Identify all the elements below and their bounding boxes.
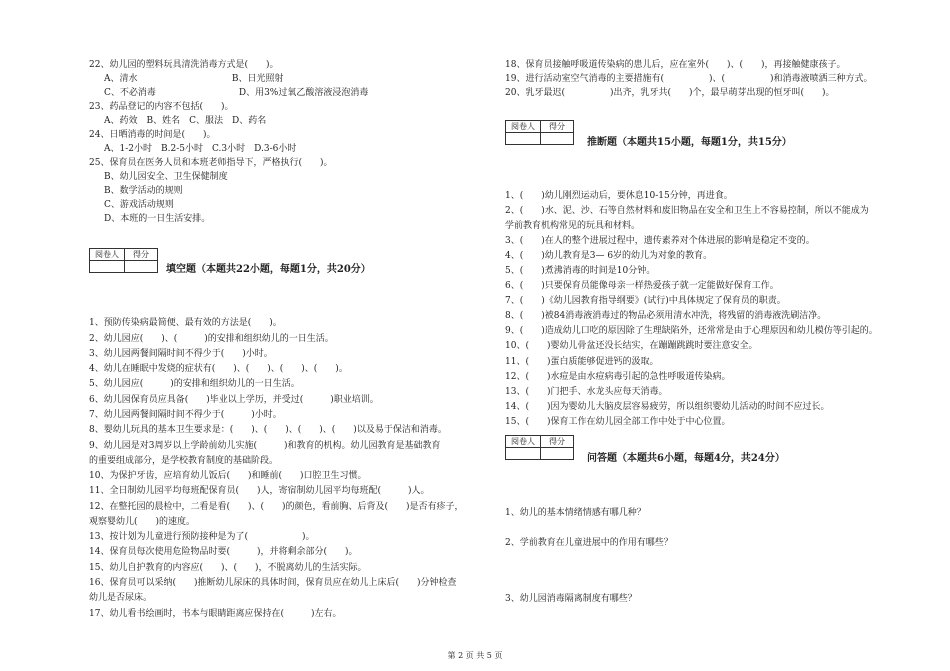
question-line: 4、( )幼儿教育是3— 6岁的幼儿为对象的教育。 [505, 251, 713, 261]
question-line: 1、( )幼儿刚烈运动后，要休息10-15分钟，再进食。 [505, 191, 733, 201]
question-line: 1、幼儿的基本情绪情感有哪几种？ [505, 508, 646, 518]
grader-header: 阅卷人 [506, 436, 541, 448]
score-header: 得分 [541, 436, 574, 448]
question-line: 11、( )蛋白质能够促进钙的汲取。 [505, 357, 659, 367]
question-line: A、1-2小时 B.2-5小时 C.3小时 D.3-6小时 [104, 144, 297, 154]
question-line: 8、( )被84消毒液消毒过的物品必须用清水冲洗，将残留的消毒液洗刷洁净。 [505, 311, 827, 321]
question-line: 18、保育员接触呼吸道传染病的患儿后，应在室外( )、( )，再接触健康孩子。 [505, 60, 846, 70]
question-line: 14、( )因为婴幼儿大脑皮层容易疲劳，所以组织婴幼儿活动的时间不应过长。 [505, 402, 830, 412]
section-title-fill-in: 填空题（本题共22小题，每题1分，共20分） [166, 264, 371, 275]
question-line: 3、( )在人的整个进展过程中，遗传素养对个体进展的影响是稳定不变的。 [505, 236, 815, 246]
section-title-qa: 问答题（本题共6小题，每题4分，共24分） [587, 453, 785, 464]
question-line: 13、( )门把手、水龙头应每天消毒。 [505, 387, 668, 397]
question-line: 12、( )水痘是由水痘病毒引起的急性呼吸道传染病。 [505, 372, 731, 382]
score-box-fill [89, 248, 158, 273]
question-line: A、药效 B、姓名 C、服法 D、药名 [104, 116, 267, 126]
score-cell[interactable] [125, 261, 158, 273]
grader-header: 阅卷人 [506, 121, 541, 133]
question-line: 6、( )只要保育员能像母亲一样热爱孩子就一定能做好保育工作。 [505, 281, 779, 291]
grader-cell[interactable] [90, 261, 125, 273]
question-line: 的重要组成部分，是学校教育制度的基础阶段。 [89, 456, 279, 466]
question-line: D、本班的一日生活安排。 [104, 214, 211, 224]
question-line: 7、幼儿园两餐间隔时间不得少于( )小时。 [89, 410, 282, 420]
question-line: B、数学活动的规则 [104, 186, 183, 196]
question-line: 17、幼儿看书绘画时，书本与眼睛距离应保持在( )左右。 [89, 609, 342, 619]
score-cell[interactable] [541, 448, 574, 460]
question-line: 20、乳牙最迟( )出齐，乳牙共( )个，最早萌芽出现的恒牙叫( )。 [505, 88, 835, 98]
score-header: 得分 [125, 249, 158, 261]
question-line: 11、全日制幼儿园平均每班配保育员( )人，寄宿制幼儿园平均每班配( )人。 [89, 486, 430, 496]
question-line: 22、幼儿园的塑料玩具清洗消毒方式是( )。 [89, 60, 279, 70]
question-line: 幼儿是否尿床。 [89, 593, 153, 603]
question-line: C、游戏活动规则 [104, 200, 174, 210]
question-line: 13、按计划为儿童进行预防接种是为了( )。 [89, 532, 315, 542]
question-line: 2、( )水、泥、沙、石等自然材料和废旧物品在安全和卫生上不容易控制，所以不能成为 [505, 206, 869, 216]
question-line: 3、幼儿园两餐间隔时间不得少于( )小时。 [89, 349, 273, 359]
question-line: 5、幼儿园应( )的安排和组织幼儿的一日生活。 [89, 379, 300, 389]
question-line: 15、幼儿自护教育的内容应( )、( )，不脱离幼儿的生活实际。 [89, 563, 367, 573]
page-footer: 第 2 页 共 5 页 [447, 651, 503, 660]
question-line: 2、幼儿园应( )、( )的安排和组织幼儿的一日生活。 [89, 334, 334, 344]
question-line: 4、幼儿在睡眠中发烧的症状有( )、( )、( )、( )。 [89, 364, 348, 374]
grader-header: 阅卷人 [90, 249, 125, 261]
question-line: 14、保育员每次使用危险物品时要( )，并将剩余部分( )。 [89, 547, 358, 557]
question-line: 9、( )造成幼儿口吃的原因除了生理缺陷外，还常常是由于心理原因和幼儿模仿等引起的。 [505, 326, 878, 336]
question-line: 6、幼儿园保育员应具备( )毕业以上学历，并受过( )职业培训。 [89, 395, 379, 405]
score-header: 得分 [541, 121, 574, 133]
grader-cell[interactable] [506, 448, 541, 460]
score-box-judgement [505, 120, 574, 145]
question-line: 3、幼儿园消毒隔离制度有哪些？ [505, 594, 637, 604]
question-line: 9、幼儿园是对3周岁以上学龄前幼儿实施( )和教育的机构。幼儿园教育是基础教育 [89, 441, 441, 451]
question-line: 24、日晒消毒的时间是( )。 [89, 130, 216, 140]
question-line: 1、预防传染病最简便、最有效的方法是( )。 [89, 318, 282, 328]
question-line: 12、在整托园的晨检中，二看是看( )、( )的颜色，看前胸、后背及( )是否有疹子， [89, 502, 464, 512]
question-line: C、不必消毒 D、用3%过氧乙酸溶液浸泡消毒 [104, 88, 369, 98]
question-line: B、幼儿园安全、卫生保健制度 [104, 172, 228, 182]
question-line: 19、进行活动室空气消毒的主要措施有( )、( )和消毒液喷洒三种方式。 [505, 74, 873, 84]
section-title-judgement: 推断题（本题共15小题，每题1分，共15分） [587, 137, 792, 148]
question-line: 15、( )保育工作在幼儿园全部工作中处于中心位置。 [505, 417, 731, 427]
question-line: 10、为保护牙齿，应培育幼儿饭后( )和睡前( )口腔卫生习惯。 [89, 471, 367, 481]
question-line: 8、婴幼儿玩具的基本卫生要求是：( )、( )、( )、( )以及易于保洁和消毒。 [89, 425, 447, 435]
question-line: 16、保育员可以采纳( )推断幼儿尿床的具体时间，保育员应在幼儿上床后( )分钟检查 [89, 578, 457, 588]
question-line: 观察婴幼儿( )的速度。 [89, 517, 196, 527]
question-line: 23、药品登记的内容不包括( )。 [89, 102, 234, 112]
score-box-qa [505, 435, 574, 460]
question-line: 25、保育员在医务人员和本班老师指导下，严格执行( )。 [89, 158, 333, 168]
question-line: A、清水 B、日光照射 [104, 74, 284, 84]
grader-cell[interactable] [506, 133, 541, 145]
question-line: 2、学前教育在儿童进展中的作用有哪些？ [505, 538, 673, 548]
question-line: 5、( )煮沸消毒的时间是10分钟。 [505, 266, 656, 276]
question-line: 7、( )《幼儿园教育指导纲要》(试行)中具体规定了保育员的职责。 [505, 296, 786, 306]
score-cell[interactable] [541, 133, 574, 145]
question-line: 学前教育机构常见的玩具和材料。 [505, 221, 641, 231]
question-line: 10、( )婴幼儿骨盆还没长结实，在蹦蹦跳跳时要注意安全。 [505, 341, 758, 351]
